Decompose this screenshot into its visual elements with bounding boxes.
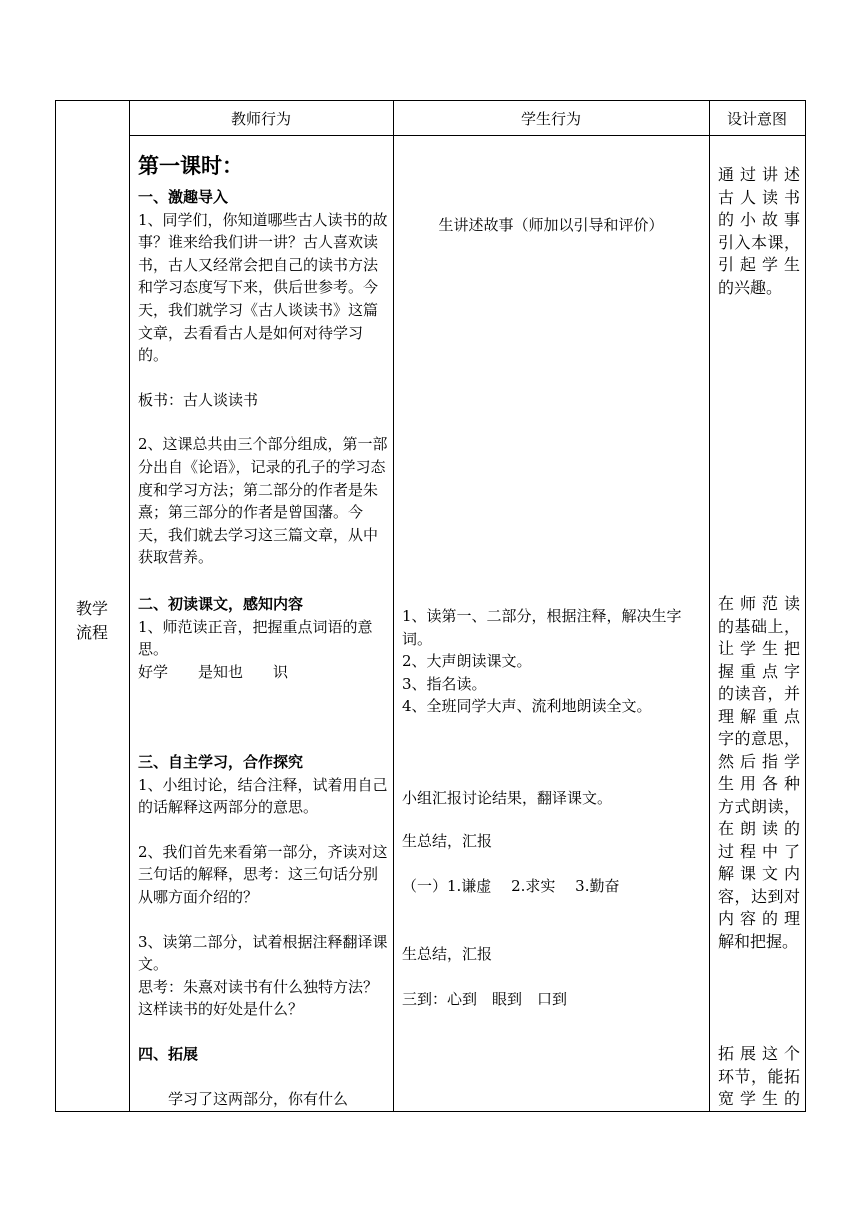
student-activity-6: 小组汇报讨论结果，翻译课文。 bbox=[402, 789, 613, 807]
section-2-title: 二、初读课文，感知内容 bbox=[138, 595, 304, 613]
board-writing: 板书：古人谈读书 bbox=[138, 390, 259, 409]
section-3-para-2: 2、我们首先来看第一部分，齐读对这三句话的解释，思考：这三句话分别从哪方面介绍的？ bbox=[138, 842, 388, 906]
design-3-line: 宽学生的 bbox=[718, 1089, 800, 1108]
section-3-para-4: 思考：朱熹对读书有什么独特方法？这样读书的好处是什么？ bbox=[138, 977, 379, 1019]
row-label-line-2: 流程 bbox=[75, 623, 108, 642]
student-activity-1: 生讲述故事（师加以引导和评价） bbox=[438, 216, 664, 234]
lesson-title: 第一课时： bbox=[138, 154, 243, 178]
design-2-line: 在师范读 bbox=[718, 594, 800, 613]
table-border-top bbox=[55, 100, 806, 101]
section-1-para-2: 2、这课总共由三个部分组成，第一部分出自《论语》，记录的孔子的学习态度和学习方法；第二部分的作者是朱熹；第三部分的作者是曾国藩。今天，我们就去学习这三篇文章，从中获取营养。 bbox=[138, 435, 388, 567]
table-header-divider bbox=[129, 135, 806, 136]
teacher-section-2 bbox=[138, 593, 388, 683]
design-2-line: 解课文内 bbox=[718, 864, 800, 883]
table-border-right bbox=[805, 100, 806, 1112]
header-design: 设计意图 bbox=[726, 110, 787, 128]
design-2-line: 的基础上， bbox=[718, 616, 800, 636]
table-border-bottom bbox=[55, 1111, 806, 1112]
table-divider-student bbox=[709, 100, 710, 1112]
design-2-line: 过程中了 bbox=[718, 841, 800, 861]
design-2-line: 让学生把 bbox=[718, 639, 800, 658]
student-column-2 bbox=[402, 605, 704, 718]
section-3-para-1: 1、小组讨论，结合注释，试着用自己的话解释这两部分的意思。 bbox=[138, 775, 388, 817]
design-2-line: 在朗读的 bbox=[718, 819, 800, 838]
section-1-title: 一、激趣导入 bbox=[138, 188, 229, 206]
student-activity-4: 3、指名读。 bbox=[402, 674, 487, 693]
design-2-line: 内容的理 bbox=[718, 909, 800, 928]
design-2-line: 解和把握。 bbox=[718, 931, 799, 951]
section-3-title: 三、自主学习，合作探究 bbox=[138, 753, 304, 771]
design-2-line: 生用各种 bbox=[718, 774, 800, 793]
design-3-line: 环节，能拓 bbox=[718, 1066, 800, 1086]
design-2-line: 握重点字 bbox=[718, 661, 800, 681]
section-4-title: 四、拓展 bbox=[138, 1044, 199, 1063]
table-divider-label bbox=[129, 100, 130, 1112]
row-label bbox=[55, 597, 129, 645]
section-4-para-1: 学习了这两部分，你有什么 bbox=[168, 1089, 349, 1108]
student-activity-10: 三到：心到 眼到 口到 bbox=[402, 990, 568, 1008]
design-1-line: 古人读书 bbox=[718, 187, 800, 207]
design-2-line: 然后指学 bbox=[718, 751, 800, 771]
design-1-line: 的小故事 bbox=[718, 210, 800, 229]
design-intent-3 bbox=[718, 1043, 800, 1111]
design-intent-2 bbox=[718, 593, 800, 953]
design-2-line: 方式朗读， bbox=[718, 796, 800, 816]
table-divider-teacher bbox=[393, 100, 394, 1112]
header-student: 学生行为 bbox=[520, 110, 581, 128]
design-2-line: 理解重点 bbox=[718, 706, 800, 726]
design-intent-1 bbox=[718, 164, 800, 299]
student-activity-8: （一）1.谦虚 2.求实 3.勤奋 bbox=[402, 877, 620, 895]
section-2-words: 好学 是知也 识 bbox=[138, 662, 289, 681]
design-2-line: 容，达到对 bbox=[718, 886, 800, 906]
design-1-line: 引入本课， bbox=[718, 232, 800, 252]
design-2-line: 字的意思， bbox=[718, 729, 800, 748]
section-1-para-1: 1、同学们，你知道哪些古人读书的故事？谁来给我们讲一讲？古人喜欢读书，古人又经常会把自己的读书方法和学习态度写下来，供后世参考。今天，我们就学习《古人谈读书》这篇文章，去看看古人是如何对待学习的。 bbox=[138, 210, 388, 365]
student-activity-2: 1、读第一、二部分，根据注释，解决生字词。 bbox=[402, 607, 682, 648]
design-1-line: 通过讲述 bbox=[718, 165, 800, 184]
student-activity-7: 生总结，汇报 bbox=[402, 832, 493, 850]
student-activity-3: 2、大声朗读课文。 bbox=[402, 652, 532, 671]
header-teacher: 教师行为 bbox=[230, 110, 291, 128]
design-2-line: 的读音，并 bbox=[718, 684, 800, 703]
teacher-column bbox=[138, 150, 388, 569]
design-3-line: 拓展这个 bbox=[718, 1044, 800, 1063]
design-1-line: 引起学生 bbox=[718, 255, 800, 274]
section-2-para-1: 1、师范读正音，把握重点词语的意思。 bbox=[138, 617, 373, 659]
student-activity-5: 4、全班同学大声、流利地朗读全文。 bbox=[402, 697, 652, 716]
student-activity-9: 生总结，汇报 bbox=[402, 945, 493, 963]
section-3-para-3: 3、读第二部分，试着根据注释翻译课文。 bbox=[138, 932, 388, 974]
teacher-section-3 bbox=[138, 751, 388, 1110]
row-label-line-1: 教学 bbox=[75, 599, 108, 618]
design-1-line: 的兴趣。 bbox=[718, 277, 783, 297]
